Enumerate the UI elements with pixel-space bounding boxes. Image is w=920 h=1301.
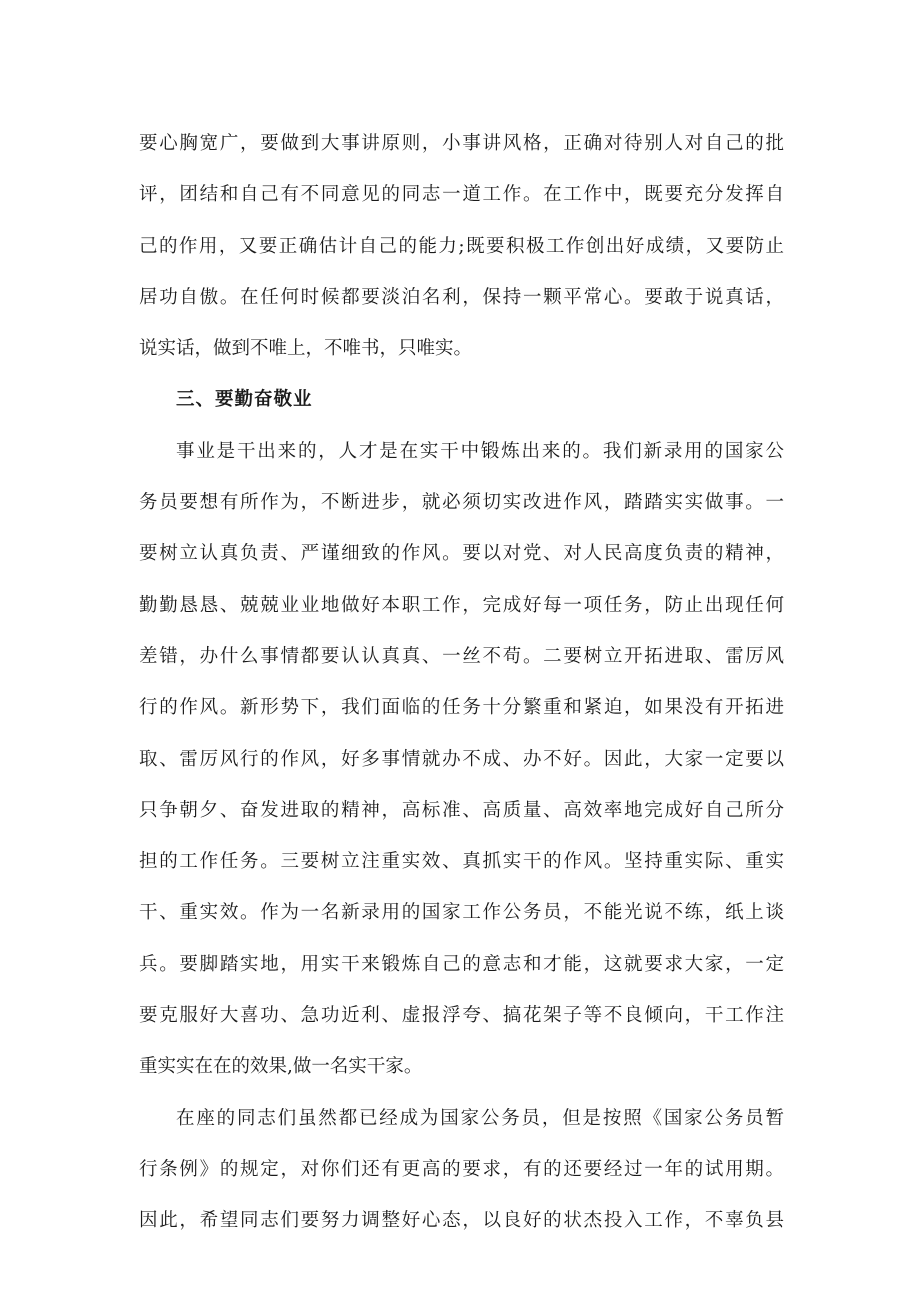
document-page	[139, 118, 784, 1247]
paragraph-diligence	[139, 426, 784, 1093]
text-line: 务员要想有所作为，不断进步，就必须切实改进作风，踏踏实实做事。一	[139, 492, 784, 514]
text-line: 己的作用，又要正确估计自己的能力;既要积极工作创出好成绩，又要防止	[139, 235, 784, 257]
text-line: 行条例》的规定，对你们还有更高的要求，有的还要经过一年的试用期。	[139, 1158, 784, 1180]
text-line: 重实实在在的效果,做一名实干家。	[139, 1056, 423, 1078]
text-line: 只争朝夕、奋发进取的精神，高标准、高质量、高效率地完成好自己所分	[139, 799, 784, 821]
text-line: 事业是干出来的，人才是在实干中锻炼出来的。我们新录用的国家公	[176, 440, 784, 462]
text-line: 在座的同志们虽然都已经成为国家公务员，但是按照《国家公务员暂	[176, 1107, 784, 1129]
text-line: 差错，办什么事情都要认认真真、一丝不苟。二要树立开拓进取、雷厉风	[139, 645, 784, 667]
text-line: 要心胸宽广，要做到大事讲原则，小事讲风格，正确对待别人对自己的批	[139, 133, 784, 154]
text-line: 要克服好大喜功、急功近利、虚报浮夸、搞花架子等不良倾向，干工作注	[139, 1005, 784, 1027]
text-line: 要树立认真负责、严谨细致的作风。要以对党、对人民高度负责的精神，	[139, 543, 784, 565]
paragraph-closing	[139, 1093, 784, 1247]
paragraph-continuation	[139, 118, 784, 374]
text-line: 评，团结和自己有不同意见的同志一道工作。在工作中，既要充分发挥自	[139, 184, 784, 206]
text-line: 兵。要脚踏实地，用实干来锻炼自己的意志和才能，这就要求大家，一定	[139, 953, 784, 975]
text-line: 担的工作任务。三要树立注重实效、真抓实干的作风。坚持重实际、重实	[139, 851, 784, 873]
section-heading: 三、要勤奋敬业	[176, 389, 313, 411]
text-line: 居功自傲。在任何时候都要淡泊名利，保持一颗平常心。要敢于说真话，	[139, 286, 784, 308]
text-line: 因此，希望同志们要努力调整好心态，以良好的状杰投入工作，不辜负县	[139, 1210, 784, 1232]
text-line: 干、重实效。作为一名新录用的国家工作公务员，不能光说不练，纸上谈	[139, 902, 784, 924]
text-line: 说实话，做到不唯上，不唯书，只唯实。	[139, 338, 473, 360]
text-line: 行的作风。新形势下，我们面临的任务十分繁重和紧迫，如果没有开拓进	[139, 697, 784, 719]
text-line: 勤勤恳恳、兢兢业业地做好本职工作，完成好每一项任务，防止出现任何	[139, 594, 784, 616]
text-line: 取、雷厉风行的作风，好多事情就办不成、办不好。因此，大家一定要以	[139, 748, 784, 770]
